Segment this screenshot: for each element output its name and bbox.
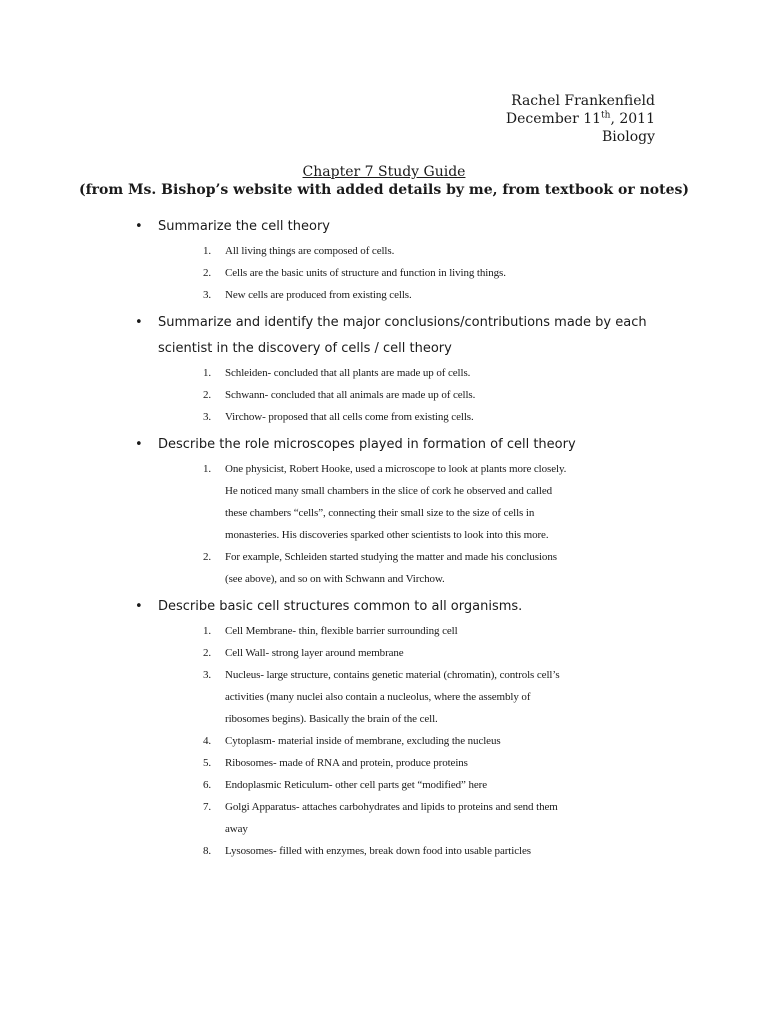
list-item xyxy=(135,642,655,664)
list-item xyxy=(135,620,655,642)
guide-section xyxy=(135,594,655,862)
bullet-icon: • xyxy=(135,599,143,614)
list-item-number: 3. xyxy=(203,669,212,681)
list-item-text: away xyxy=(225,823,248,835)
section-heading-line: Summarize and identify the major conclusions/contributions made by each xyxy=(158,315,647,330)
list-item-text: monasteries. His discoveries sparked other scientists to look into this more. xyxy=(225,529,549,541)
list-item-number: 6. xyxy=(203,779,212,791)
section-item-list xyxy=(135,620,655,862)
list-item xyxy=(135,284,655,306)
section-heading xyxy=(135,214,655,240)
list-item-number: 4. xyxy=(203,735,212,747)
section-heading-line: scientist in the discovery of cells / cell theory xyxy=(158,341,452,356)
section-item-list xyxy=(135,458,655,590)
list-item-number: 2. xyxy=(203,267,212,279)
list-item xyxy=(135,752,655,774)
list-item-text: Endoplasmic Reticulum- other cell parts get “modified” here xyxy=(225,779,487,791)
date-ordinal: th xyxy=(601,110,611,121)
list-item xyxy=(135,840,655,862)
list-item-text: Golgi Apparatus- attaches carbohydrates and lipids to proteins and send them xyxy=(225,801,558,813)
list-item-number: 2. xyxy=(203,389,212,401)
list-item-text: ribosomes begins). Basically the brain of the cell. xyxy=(225,713,438,725)
bullet-icon: • xyxy=(135,315,143,330)
document-date xyxy=(506,110,655,128)
list-item-text: Cell Wall- strong layer around membrane xyxy=(225,647,404,659)
list-item-number: 1. xyxy=(203,245,212,257)
list-item-text: these chambers “cells”, connecting their small size to the size of cells in xyxy=(225,507,535,519)
list-item-text: New cells are produced from existing cells. xyxy=(225,289,412,301)
date-year: , 2011 xyxy=(610,111,655,127)
list-item-text: He noticed many small chambers in the slice of cork he observed and called xyxy=(225,485,553,497)
list-item-number: 3. xyxy=(203,289,212,301)
section-heading xyxy=(135,594,655,620)
list-item-text: Schwann- concluded that all animals are made up of cells. xyxy=(225,389,476,401)
title-block xyxy=(0,163,768,199)
list-item-text: Cytoplasm- material inside of membrane, excluding the nucleus xyxy=(225,735,501,747)
list-item-text: All living things are composed of cells. xyxy=(225,245,395,257)
list-item-number: 8. xyxy=(203,845,212,857)
section-heading xyxy=(135,432,655,458)
list-item-text: activities (many nuclei also contain a nucleolus, where the assembly of xyxy=(225,691,531,703)
bullet-icon: • xyxy=(135,219,143,234)
list-item-text: Virchow- proposed that all cells come from existing cells. xyxy=(225,411,474,423)
subject-name: Biology xyxy=(602,129,655,145)
list-item-number: 1. xyxy=(203,463,212,475)
list-item xyxy=(135,262,655,284)
list-item-number: 2. xyxy=(203,647,212,659)
date-text: December 11 xyxy=(505,111,602,127)
list-item xyxy=(135,546,655,590)
list-item-number: 1. xyxy=(203,625,212,637)
section-item-list xyxy=(135,362,655,428)
header-block xyxy=(506,92,655,146)
guide-section xyxy=(135,432,655,594)
list-item-text: Lysosomes- filled with enzymes, break down food into usable particles xyxy=(225,845,531,857)
list-item-number: 5. xyxy=(203,757,212,769)
section-heading xyxy=(135,310,655,362)
list-item-text: Schleiden- concluded that all plants are made up of cells. xyxy=(225,367,471,379)
document-title: Chapter 7 Study Guide xyxy=(302,164,466,180)
section-heading-line: Describe the role microscopes played in formation of cell theory xyxy=(158,437,576,452)
list-item xyxy=(135,458,655,546)
list-item xyxy=(135,774,655,796)
section-heading-line: Summarize the cell theory xyxy=(158,219,330,234)
list-item-number: 2. xyxy=(203,551,212,563)
list-item-text: Cell Membrane- thin, flexible barrier surrounding cell xyxy=(225,625,458,637)
bullet-icon: • xyxy=(135,437,143,452)
list-item xyxy=(135,362,655,384)
guide-section xyxy=(135,310,655,432)
list-item-number: 3. xyxy=(203,411,212,423)
section-item-list xyxy=(135,240,655,306)
section-heading-line: Describe basic cell structures common to all organisms. xyxy=(158,599,523,614)
list-item-text: For example, Schleiden started studying the matter and made his conclusions xyxy=(225,551,557,563)
list-item-text: Nucleus- large structure, contains genetic material (chromatin), controls cell’s xyxy=(225,669,560,681)
list-item xyxy=(135,384,655,406)
document-subtitle: (from Ms. Bishop’s website with added details by me, from textbook or notes) xyxy=(79,182,689,198)
guide-section xyxy=(135,214,655,310)
list-item xyxy=(135,796,655,840)
list-item xyxy=(135,664,655,730)
list-item-text: (see above), and so on with Schwann and Virchow. xyxy=(225,573,445,585)
author-name: Rachel Frankenfield xyxy=(511,93,655,109)
list-item xyxy=(135,406,655,428)
list-item-number: 1. xyxy=(203,367,212,379)
list-item xyxy=(135,730,655,752)
list-item-text: One physicist, Robert Hooke, used a microscope to look at plants more closely. xyxy=(225,463,567,475)
study-guide-content xyxy=(135,214,655,862)
list-item xyxy=(135,240,655,262)
list-item-text: Cells are the basic units of structure and function in living things. xyxy=(225,267,506,279)
list-item-number: 7. xyxy=(203,801,212,813)
list-item-text: Ribosomes- made of RNA and protein, produce proteins xyxy=(225,757,468,769)
